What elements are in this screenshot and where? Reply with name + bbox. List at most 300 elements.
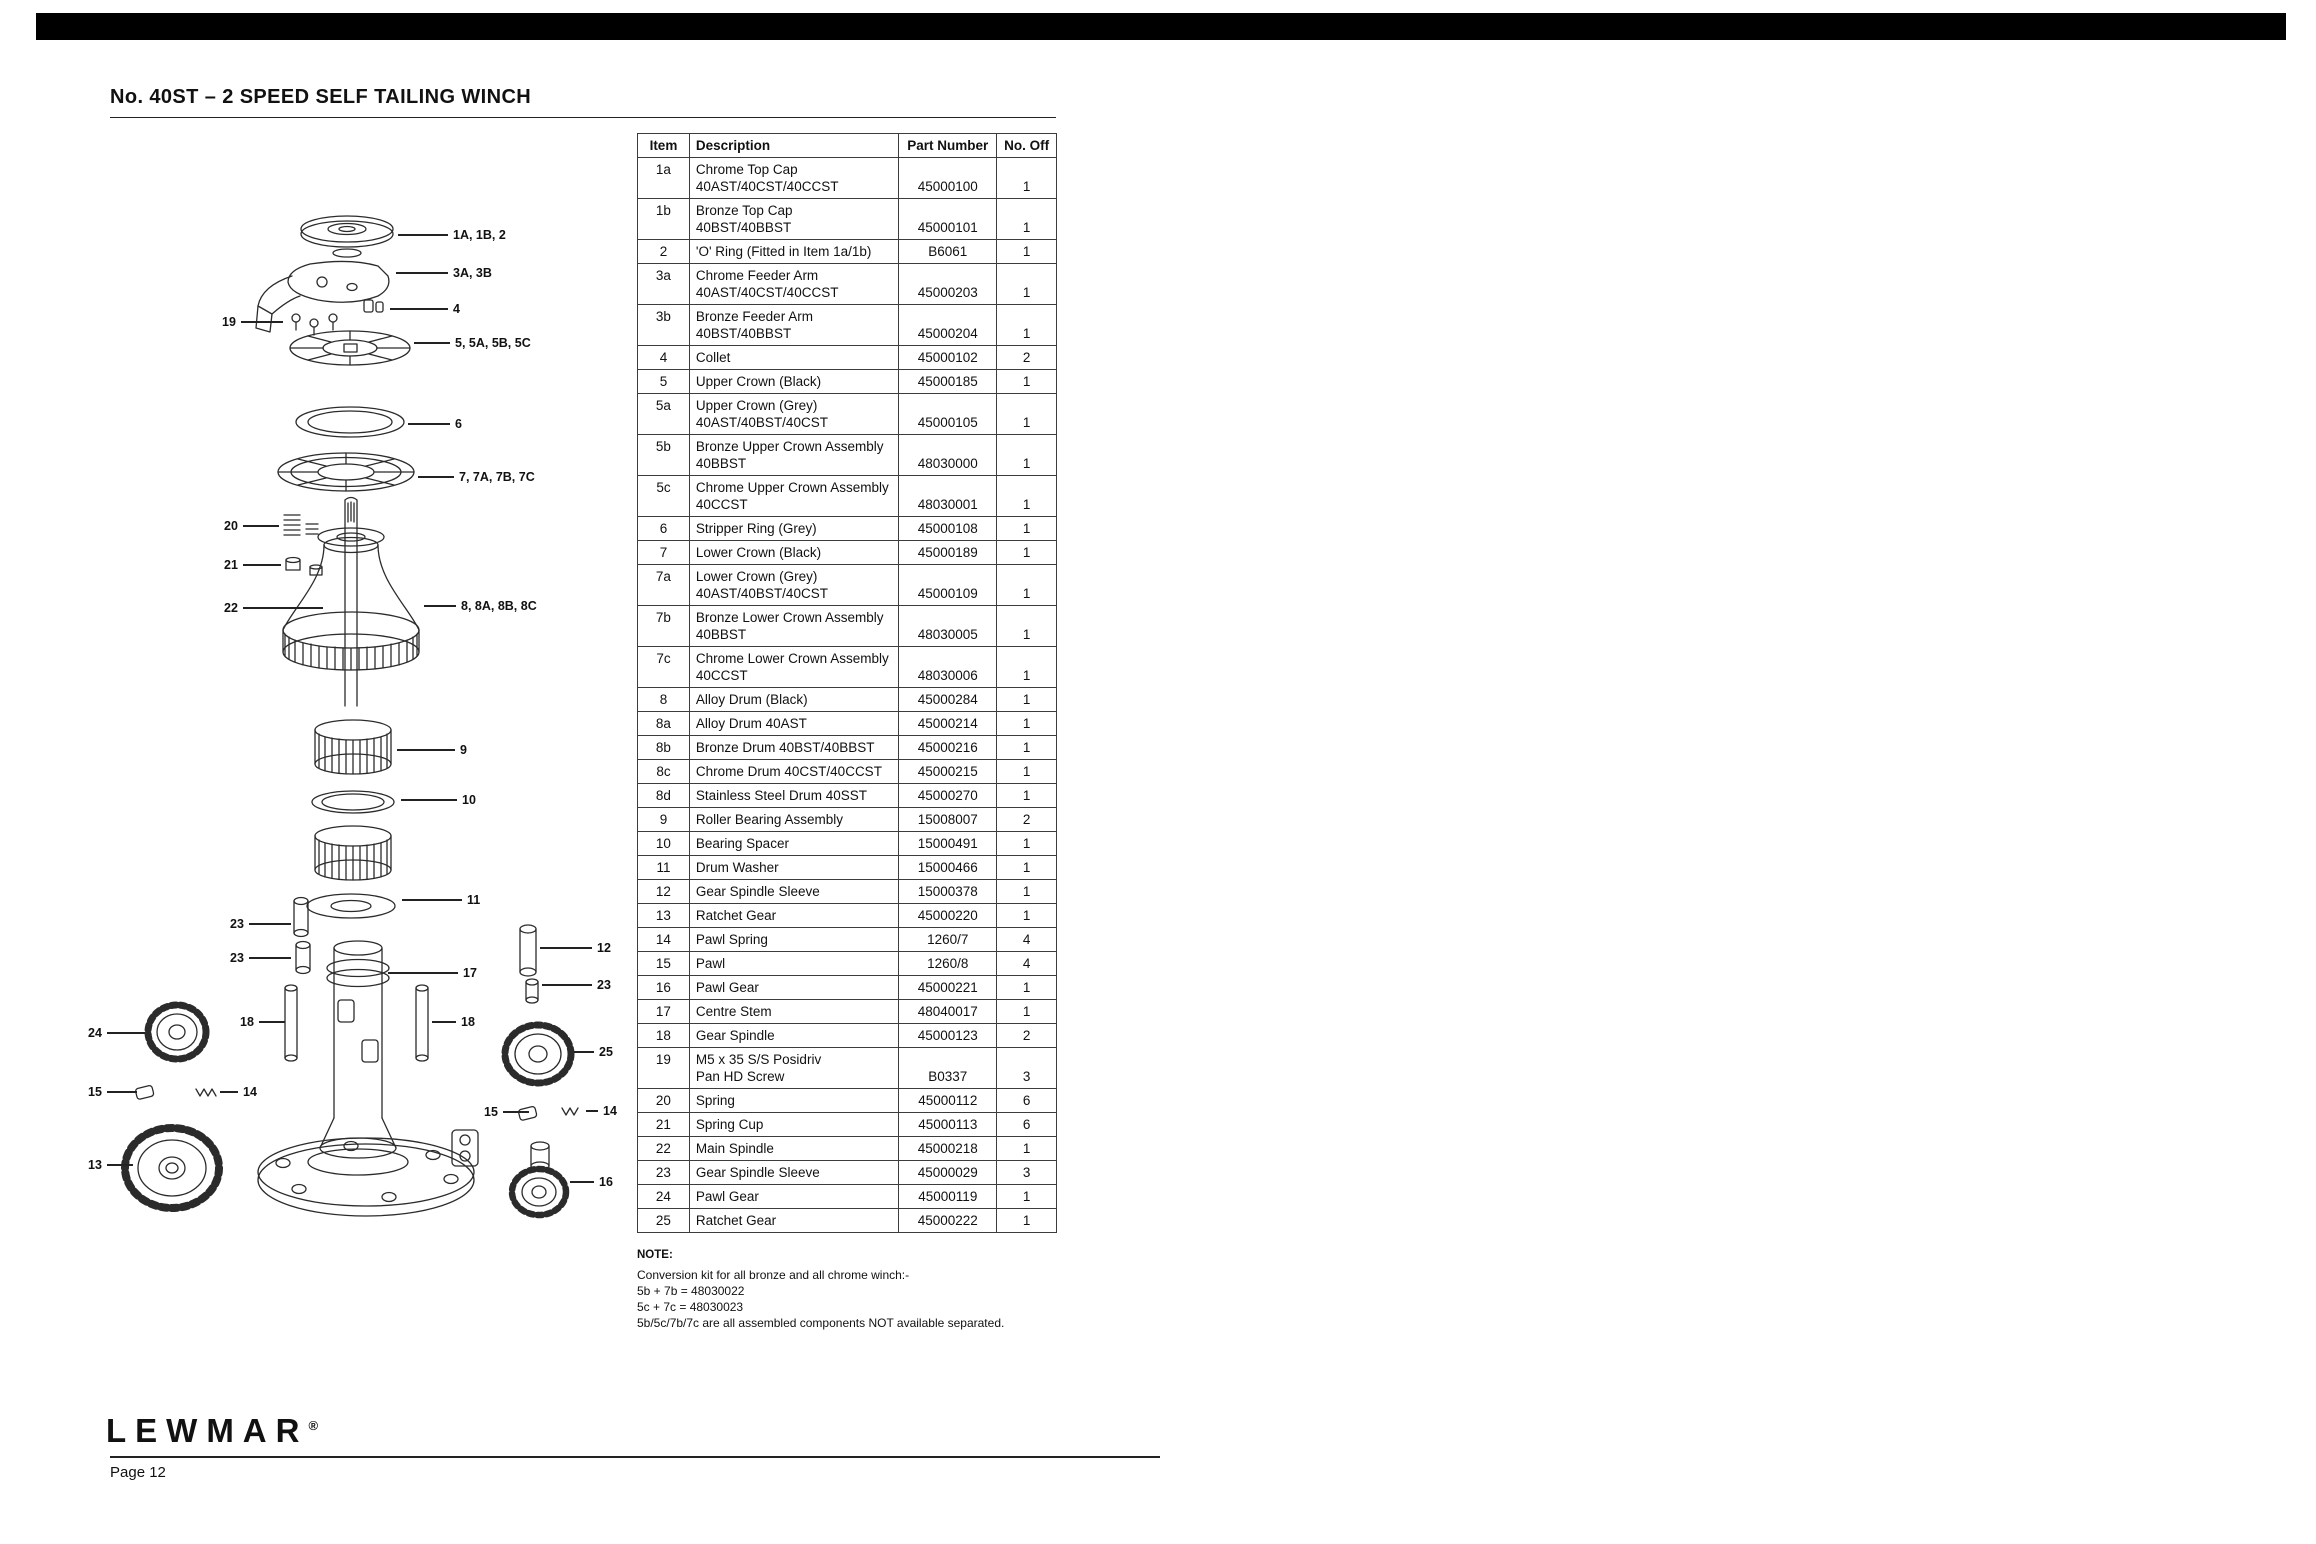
diagram-label-text: 17 [463,966,477,980]
cell-item: 24 [638,1185,690,1209]
cell-item: 25 [638,1209,690,1233]
table-row [638,688,1057,712]
cell-no-off: 1 [997,565,1057,606]
table-row [638,541,1057,565]
description-line: Pan HD Screw [695,1069,785,1084]
cell-item: 12 [638,880,690,904]
diagram-label [224,601,323,615]
cell-item: 10 [638,832,690,856]
cell-description [689,760,899,784]
cell-no-off: 1 [997,435,1057,476]
table-row [638,976,1057,1000]
leader-line [107,1032,145,1033]
cell-no-off: 1 [997,904,1057,928]
description-line: Ratchet Gear [695,908,777,923]
diagram-label-text: 15 [484,1105,498,1119]
leader-line [220,1091,238,1092]
cell-item: 5c [638,476,690,517]
description-line: 40AST/40CST/40CCST [695,285,839,300]
diagram-label [402,893,480,907]
cell-description [689,370,899,394]
cell-no-off: 6 [997,1089,1057,1113]
cell-part-number: 45000123 [899,1024,997,1048]
description-line: 40CCST [695,497,748,512]
cell-no-off: 2 [997,346,1057,370]
table-row [638,158,1057,199]
description-line: Drum Washer [695,860,779,875]
description-line: Bronze Drum 40BST/40BBST [695,740,875,755]
description-line: Main Spindle [695,1141,774,1156]
table-row [638,880,1057,904]
cell-item: 6 [638,517,690,541]
cell-description [689,976,899,1000]
leader-line [243,607,323,608]
note-line: 5c + 7c = 48030023 [637,1300,744,1314]
description-line: Collet [695,350,731,365]
diagram-label-text: 4 [453,302,460,316]
table-row [638,1209,1057,1233]
description-line: Chrome Drum 40CST/40CCST [695,764,882,779]
cell-description [689,305,899,346]
table-header-cell: Part Number [899,134,997,158]
cell-description [689,1137,899,1161]
cell-description [689,435,899,476]
description-line: Alloy Drum 40AST [695,716,807,731]
leader-line [432,1021,456,1022]
cell-item: 19 [638,1048,690,1089]
leader-line [570,1181,594,1182]
cell-part-number: 15008007 [899,808,997,832]
cell-part-number: 1260/8 [899,952,997,976]
description-line: 40CCST [695,668,748,683]
cell-item: 8c [638,760,690,784]
cell-no-off: 1 [997,517,1057,541]
description-line: Upper Crown (Black) [695,374,822,389]
diagram-label-text: 18 [461,1015,475,1029]
diagram-label [484,1105,529,1119]
cell-item: 8d [638,784,690,808]
cell-item: 11 [638,856,690,880]
cell-item: 4 [638,346,690,370]
cell-description [689,1161,899,1185]
description-line: Ratchet Gear [695,1213,777,1228]
cell-description [689,1048,899,1089]
description-line: Bronze Top Cap [695,203,793,218]
cell-item: 5a [638,394,690,435]
cell-item: 20 [638,1089,690,1113]
cell-item: 8a [638,712,690,736]
cell-part-number: 45000185 [899,370,997,394]
table-row [638,1000,1057,1024]
diagram-label-text: 14 [603,1104,617,1118]
description-line: Stripper Ring (Grey) [695,521,817,536]
diagram-label [570,1175,613,1189]
cell-part-number: 45000105 [899,394,997,435]
cell-part-number: B0337 [899,1048,997,1089]
table-row [638,736,1057,760]
cell-description [689,688,899,712]
cell-description [689,952,899,976]
cell-no-off: 2 [997,1024,1057,1048]
cell-item: 5 [638,370,690,394]
cell-no-off: 1 [997,688,1057,712]
diagram-label-text: 8, 8A, 8B, 8C [461,599,537,613]
leader-line [574,1051,594,1052]
table-row [638,1048,1057,1089]
leader-line [243,525,279,526]
cell-description [689,199,899,240]
cell-part-number: 48030005 [899,606,997,647]
cell-part-number: 45000189 [899,541,997,565]
table-row [638,565,1057,606]
leader-line [243,564,281,565]
description-line: Pawl Spring [695,932,768,947]
parts-diagram [0,0,700,1544]
description-line: Alloy Drum (Black) [695,692,808,707]
diagram-label [540,941,611,955]
parts-table-body [638,158,1057,1233]
table-row [638,928,1057,952]
cell-item: 14 [638,928,690,952]
description-line: 'O' Ring (Fitted in Item 1a/1b) [695,244,872,259]
table-row [638,517,1057,541]
description-line: Gear Spindle Sleeve [695,1165,820,1180]
note-heading: NOTE: [637,1249,673,1261]
cell-item: 17 [638,1000,690,1024]
cell-no-off: 6 [997,1113,1057,1137]
diagram-label [240,1015,285,1029]
cell-description [689,856,899,880]
cell-part-number: 45000119 [899,1185,997,1209]
description-line: Upper Crown (Grey) [695,398,818,413]
cell-part-number: B6061 [899,240,997,264]
cell-description [689,1185,899,1209]
cell-part-number: 48040017 [899,1000,997,1024]
cell-part-number: 45000218 [899,1137,997,1161]
cell-no-off: 1 [997,856,1057,880]
cell-description [689,346,899,370]
cell-item: 5b [638,435,690,476]
description-line: Chrome Top Cap [695,162,798,177]
table-row [638,606,1057,647]
description-line: 40BST/40BBST [695,220,792,235]
cell-part-number: 15000491 [899,832,997,856]
leader-line [540,947,592,948]
cell-item: 2 [638,240,690,264]
note-line: 5b/5c/7b/7c are all assembled components NOT available separated. [637,1316,1005,1330]
cell-description [689,1113,899,1137]
cell-item: 8 [638,688,690,712]
leader-line [241,321,283,322]
diagram-label [230,917,291,931]
description-line: M5 x 35 S/S Posidriv [695,1052,822,1067]
cell-description [689,808,899,832]
leader-line [414,342,450,343]
cell-item: 15 [638,952,690,976]
table-row [638,832,1057,856]
cell-no-off: 1 [997,784,1057,808]
cell-no-off: 1 [997,880,1057,904]
description-line: Centre Stem [695,1004,772,1019]
diagram-label [224,558,281,572]
leader-line [398,234,448,235]
cell-part-number: 45000100 [899,158,997,199]
cell-no-off: 1 [997,394,1057,435]
parts-column [637,133,1059,1331]
table-header-row [638,134,1057,158]
cell-description [689,1024,899,1048]
cell-item: 13 [638,904,690,928]
table-row [638,904,1057,928]
cell-no-off: 1 [997,370,1057,394]
diagram-label-text: 19 [222,315,236,329]
table-row [638,1185,1057,1209]
leader-line [542,984,592,985]
cell-description [689,158,899,199]
description-line: Pawl [695,956,726,971]
cell-description [689,1089,899,1113]
cell-description [689,517,899,541]
cell-item: 18 [638,1024,690,1048]
diagram-label [574,1045,613,1059]
diagram-label-text: 5, 5A, 5B, 5C [455,336,531,350]
brand-logo [106,1412,318,1450]
diagram-label [388,966,477,980]
cell-description [689,784,899,808]
description-line: Bronze Lower Crown Assembly [695,610,884,625]
cell-item: 8b [638,736,690,760]
cell-item: 9 [638,808,690,832]
description-line: Pawl Gear [695,1189,759,1204]
cell-description [689,240,899,264]
diagram-label-text: 20 [224,519,238,533]
description-line: Lower Crown (Black) [695,545,822,560]
cell-item: 7 [638,541,690,565]
table-row [638,435,1057,476]
cell-no-off: 1 [997,712,1057,736]
page-number: Page 12 [110,1464,166,1481]
cell-item: 23 [638,1161,690,1185]
diagram-label-text: 21 [224,558,238,572]
cell-no-off: 1 [997,476,1057,517]
cell-part-number: 45000222 [899,1209,997,1233]
diagram-label-text: 18 [240,1015,254,1029]
diagram-label-text: 13 [88,1158,102,1172]
diagram-label [88,1085,137,1099]
leader-line [503,1111,529,1112]
table-row [638,1161,1057,1185]
cell-description [689,394,899,435]
cell-description [689,736,899,760]
cell-part-number: 45000214 [899,712,997,736]
cell-item: 7b [638,606,690,647]
cell-no-off: 1 [997,305,1057,346]
cell-description [689,606,899,647]
diagram-label [408,417,462,431]
diagram-label-text: 12 [597,941,611,955]
table-row [638,1024,1057,1048]
table-row [638,305,1057,346]
cell-item: 7c [638,647,690,688]
diagram-label-text: 23 [230,951,244,965]
description-line: 40BBST [695,627,747,642]
table-header-cell: Description [689,134,899,158]
note-line: 5b + 7b = 48030022 [637,1284,745,1298]
table-row [638,1089,1057,1113]
diagram-label-text: 22 [224,601,238,615]
cell-part-number: 45000204 [899,305,997,346]
diagram-label [424,599,537,613]
cell-part-number: 48030000 [899,435,997,476]
cell-item: 16 [638,976,690,1000]
diagram-label-text: 15 [88,1085,102,1099]
cell-part-number: 45000108 [899,517,997,541]
description-line: Lower Crown (Grey) [695,569,818,584]
cell-no-off: 1 [997,240,1057,264]
cell-no-off: 3 [997,1161,1057,1185]
leader-line [586,1110,598,1111]
table-row [638,394,1057,435]
note-line: Conversion kit for all bronze and all chrome winch:- [637,1268,910,1282]
table-row [638,760,1057,784]
diagram-label [88,1026,145,1040]
cell-no-off: 3 [997,1048,1057,1089]
description-line: Spring Cup [695,1117,764,1132]
description-line: Chrome Feeder Arm [695,268,819,283]
diagram-label [396,266,492,280]
cell-description [689,647,899,688]
leader-line [259,1021,285,1022]
parts-table [637,133,1057,1233]
leader-line [402,899,462,900]
leader-line [107,1091,137,1092]
diagram-label [222,315,283,329]
diagram-label [88,1158,133,1172]
cell-item: 7a [638,565,690,606]
description-line: 40AST/40CST/40CCST [695,179,839,194]
cell-no-off: 1 [997,541,1057,565]
cell-description [689,565,899,606]
cell-part-number: 45000216 [899,736,997,760]
description-line: Spring [695,1093,735,1108]
description-line: Stainless Steel Drum 40SST [695,788,867,803]
cell-part-number: 45000029 [899,1161,997,1185]
table-row [638,856,1057,880]
registered-trademark-icon: ® [308,1418,319,1433]
table-row [638,712,1057,736]
cell-no-off: 1 [997,199,1057,240]
table-row [638,784,1057,808]
cell-no-off: 1 [997,158,1057,199]
cell-part-number: 45000113 [899,1113,997,1137]
description-line: Gear Spindle Sleeve [695,884,820,899]
leader-line [396,272,448,273]
leader-line [408,423,450,424]
cell-no-off: 1 [997,1000,1057,1024]
cell-item: 3a [638,264,690,305]
cell-description [689,928,899,952]
diagram-label-layer [0,0,700,1544]
diagram-label-text: 7, 7A, 7B, 7C [459,470,535,484]
cell-part-number: 48030001 [899,476,997,517]
diagram-label [418,470,535,484]
cell-item: 22 [638,1137,690,1161]
cell-description [689,712,899,736]
cell-no-off: 4 [997,928,1057,952]
description-line: Roller Bearing Assembly [695,812,843,827]
table-header-cell: No. Off [997,134,1057,158]
leader-line [388,972,458,973]
description-line: 40AST/40BST/40CST [695,586,828,601]
cell-part-number: 45000220 [899,904,997,928]
table-row [638,346,1057,370]
diagram-label-text: 1A, 1B, 2 [453,228,506,242]
diagram-label-text: 23 [230,917,244,931]
description-line: 40BBST [695,456,747,471]
cell-part-number: 45000203 [899,264,997,305]
cell-no-off: 1 [997,1209,1057,1233]
cell-no-off: 1 [997,647,1057,688]
diagram-label-text: 14 [243,1085,257,1099]
table-row [638,240,1057,264]
description-line: 40AST/40BST/40CST [695,415,828,430]
cell-item: 1a [638,158,690,199]
table-row [638,1113,1057,1137]
cell-no-off: 1 [997,736,1057,760]
description-line: Chrome Upper Crown Assembly [695,480,889,495]
cell-part-number: 48030006 [899,647,997,688]
table-row [638,1137,1057,1161]
leader-line [397,749,455,750]
diagram-label [220,1085,257,1099]
cell-no-off: 2 [997,808,1057,832]
cell-description [689,476,899,517]
diagram-label [401,793,476,807]
cell-description [689,1209,899,1233]
leader-line [424,605,456,606]
cell-part-number: 45000284 [899,688,997,712]
diagram-label-text: 24 [88,1026,102,1040]
table-row [638,370,1057,394]
cell-item: 21 [638,1113,690,1137]
cell-description [689,832,899,856]
leader-line [418,476,454,477]
notes-block [637,1247,1059,1331]
footer-rule [110,1456,1160,1458]
diagram-label [398,228,506,242]
table-row [638,952,1057,976]
cell-part-number: 1260/7 [899,928,997,952]
cell-description [689,904,899,928]
diagram-label [414,336,531,350]
description-line: 40BST/40BBST [695,326,792,341]
cell-part-number: 45000109 [899,565,997,606]
table-header-cell: Item [638,134,690,158]
cell-part-number: 45000102 [899,346,997,370]
diagram-label [224,519,279,533]
table-row [638,264,1057,305]
table-row [638,199,1057,240]
leader-line [390,308,448,309]
diagram-label-text: 10 [462,793,476,807]
diagram-label-text: 25 [599,1045,613,1059]
cell-description [689,264,899,305]
page-title: No. 40ST – 2 SPEED SELF TAILING WINCH [110,86,532,108]
cell-no-off: 1 [997,1185,1057,1209]
leader-line [249,957,291,958]
description-line: Gear Spindle [695,1028,775,1043]
description-line: Pawl Gear [695,980,759,995]
